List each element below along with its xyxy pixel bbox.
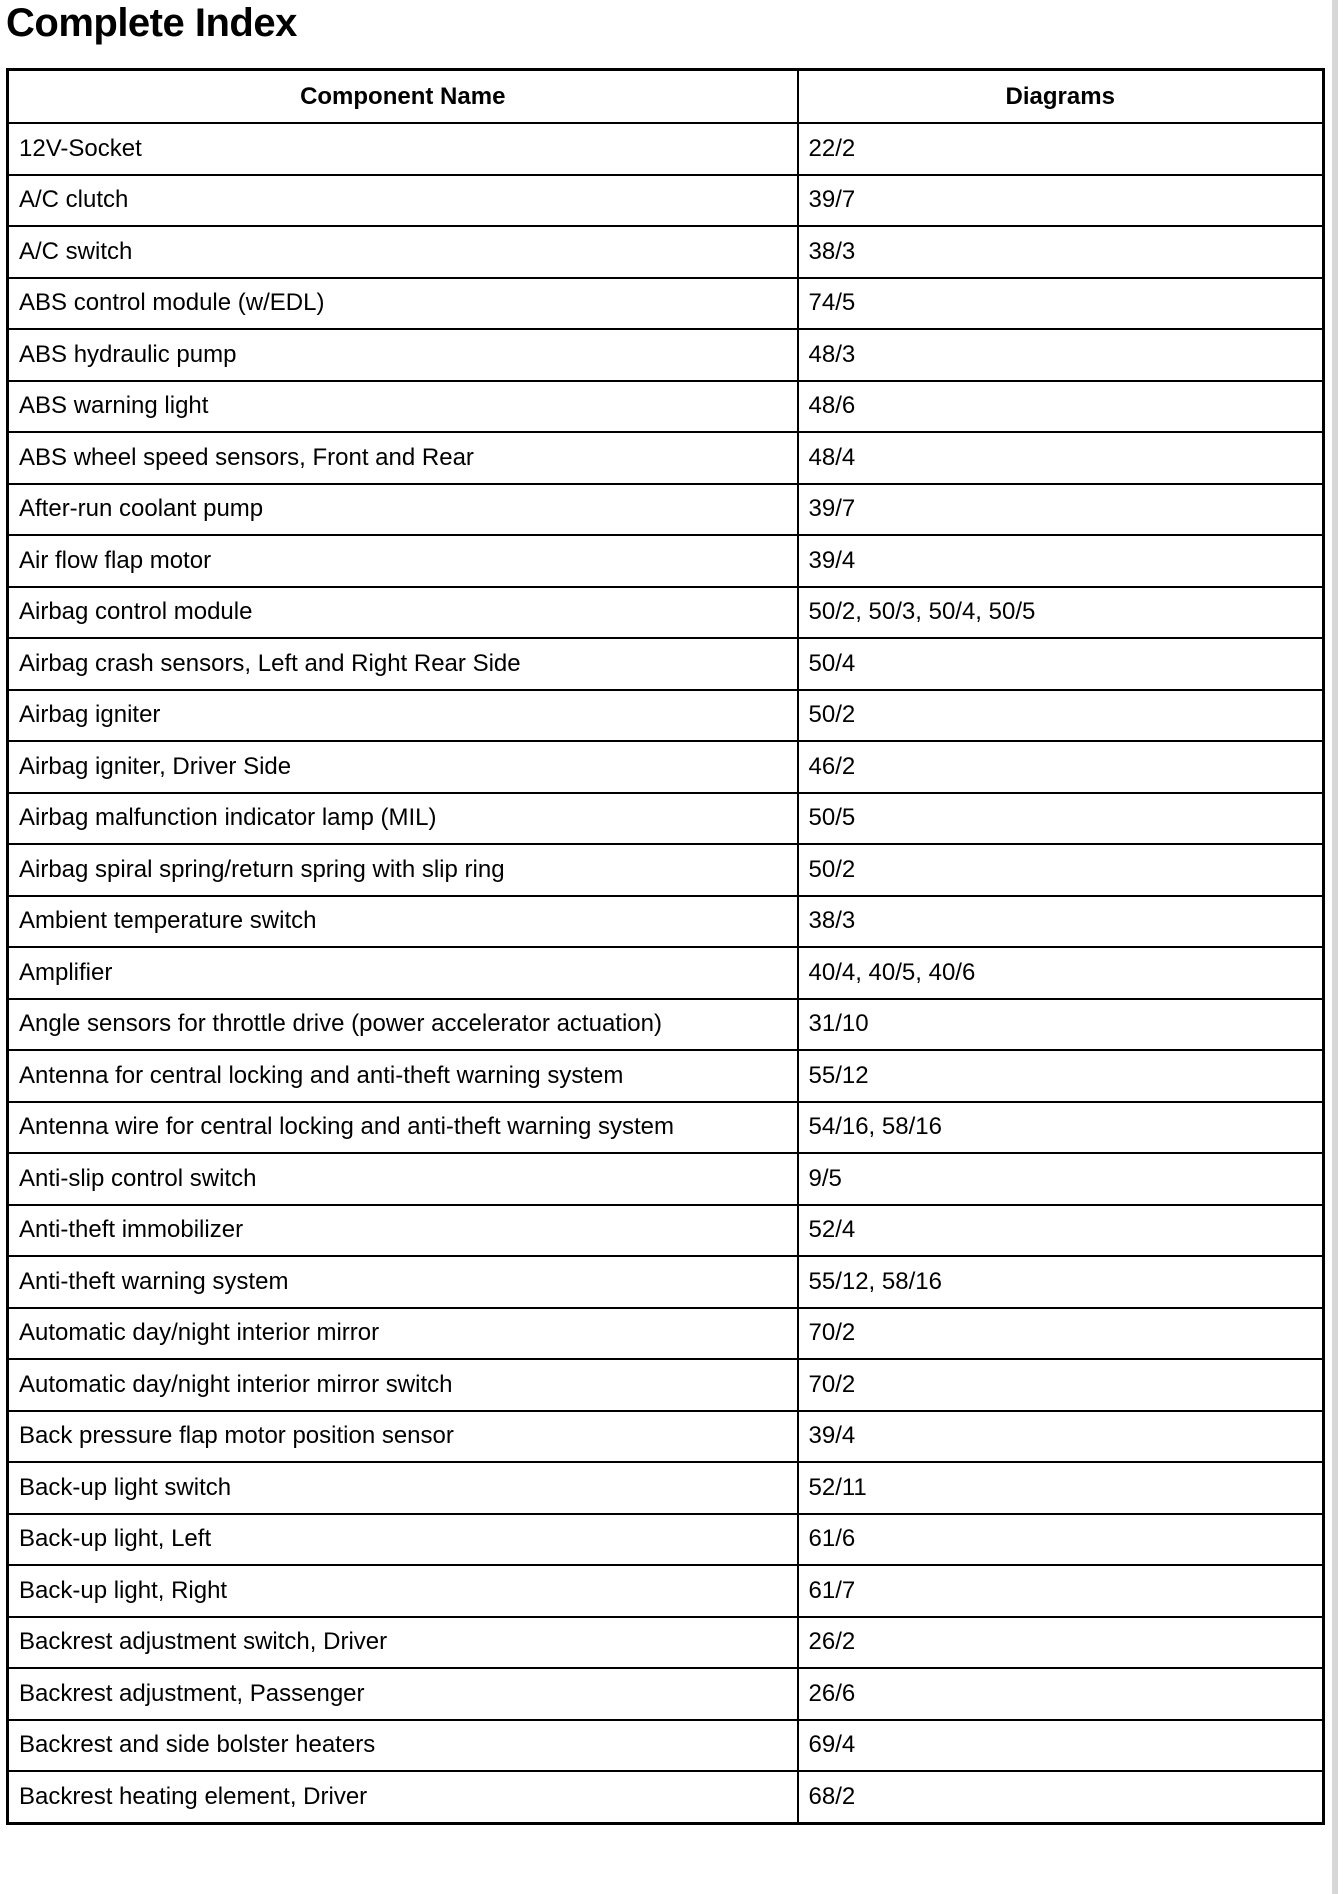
table-row xyxy=(8,226,1324,278)
table-row xyxy=(8,278,1324,330)
component-name-cell: Backrest adjustment switch, Driver xyxy=(8,1617,798,1669)
table-row xyxy=(8,329,1324,381)
component-name-cell: Airbag control module xyxy=(8,587,798,639)
column-header-component-name: Component Name xyxy=(8,70,798,124)
diagrams-cell: 22/2 xyxy=(798,123,1324,175)
component-name-cell: 12V-Socket xyxy=(8,123,798,175)
diagrams-cell: 39/7 xyxy=(798,175,1324,227)
diagrams-cell: 55/12, 58/16 xyxy=(798,1256,1324,1308)
table-row xyxy=(8,1462,1324,1514)
table-row xyxy=(8,638,1324,690)
column-header-diagrams: Diagrams xyxy=(798,70,1324,124)
table-row xyxy=(8,1153,1324,1205)
diagrams-cell: 50/4 xyxy=(798,638,1324,690)
table-body xyxy=(8,123,1324,1823)
component-name-cell: Back pressure flap motor position sensor xyxy=(8,1411,798,1463)
table-row xyxy=(8,587,1324,639)
table-row xyxy=(8,1668,1324,1720)
component-name-cell: A/C clutch xyxy=(8,175,798,227)
component-name-cell: Back-up light, Right xyxy=(8,1565,798,1617)
table-row xyxy=(8,1514,1324,1566)
table-row xyxy=(8,1617,1324,1669)
component-name-cell: A/C switch xyxy=(8,226,798,278)
page-edge-divider xyxy=(1332,0,1338,1894)
diagrams-cell: 74/5 xyxy=(798,278,1324,330)
table-row xyxy=(8,999,1324,1051)
diagrams-cell: 70/2 xyxy=(798,1359,1324,1411)
table-row xyxy=(8,1102,1324,1154)
component-name-cell: Back-up light, Left xyxy=(8,1514,798,1566)
component-name-cell: Angle sensors for throttle drive (power accelerator actuation) xyxy=(8,999,798,1051)
component-name-cell: Backrest heating element, Driver xyxy=(8,1771,798,1823)
component-name-cell: Airbag crash sensors, Left and Right Rear Side xyxy=(8,638,798,690)
page-title: Complete Index xyxy=(6,1,297,45)
index-table xyxy=(6,68,1325,1825)
table-header-row xyxy=(8,70,1324,124)
component-name-cell: Backrest adjustment, Passenger xyxy=(8,1668,798,1720)
table-row xyxy=(8,1050,1324,1102)
table-row xyxy=(8,535,1324,587)
component-name-cell: Ambient temperature switch xyxy=(8,896,798,948)
diagrams-cell: 52/11 xyxy=(798,1462,1324,1514)
table-row xyxy=(8,484,1324,536)
diagrams-cell: 50/2 xyxy=(798,690,1324,742)
diagrams-cell: 48/3 xyxy=(798,329,1324,381)
table-row xyxy=(8,1256,1324,1308)
diagrams-cell: 68/2 xyxy=(798,1771,1324,1823)
table-row xyxy=(8,432,1324,484)
table-row xyxy=(8,1720,1324,1772)
component-name-cell: Backrest and side bolster heaters xyxy=(8,1720,798,1772)
table-row xyxy=(8,123,1324,175)
component-name-cell: Air flow flap motor xyxy=(8,535,798,587)
diagrams-cell: 39/4 xyxy=(798,535,1324,587)
component-name-cell: Antenna wire for central locking and anti-theft warning system xyxy=(8,1102,798,1154)
component-name-cell: Anti-theft immobilizer xyxy=(8,1205,798,1257)
table-row xyxy=(8,1771,1324,1823)
diagrams-cell: 38/3 xyxy=(798,226,1324,278)
table-row xyxy=(8,741,1324,793)
component-name-cell: Automatic day/night interior mirror switch xyxy=(8,1359,798,1411)
diagrams-cell: 69/4 xyxy=(798,1720,1324,1772)
diagrams-cell: 39/7 xyxy=(798,484,1324,536)
diagrams-cell: 55/12 xyxy=(798,1050,1324,1102)
diagrams-cell: 26/2 xyxy=(798,1617,1324,1669)
table-row xyxy=(8,175,1324,227)
diagrams-cell: 39/4 xyxy=(798,1411,1324,1463)
diagrams-cell: 38/3 xyxy=(798,896,1324,948)
diagrams-cell: 48/4 xyxy=(798,432,1324,484)
component-name-cell: Airbag igniter xyxy=(8,690,798,742)
component-name-cell: Anti-slip control switch xyxy=(8,1153,798,1205)
component-name-cell: Back-up light switch xyxy=(8,1462,798,1514)
component-name-cell: ABS wheel speed sensors, Front and Rear xyxy=(8,432,798,484)
table-row xyxy=(8,381,1324,433)
component-name-cell: ABS hydraulic pump xyxy=(8,329,798,381)
table-row xyxy=(8,1359,1324,1411)
diagrams-cell: 52/4 xyxy=(798,1205,1324,1257)
diagrams-cell: 26/6 xyxy=(798,1668,1324,1720)
component-name-cell: Airbag igniter, Driver Side xyxy=(8,741,798,793)
table-row xyxy=(8,947,1324,999)
diagrams-cell: 70/2 xyxy=(798,1308,1324,1360)
table-row xyxy=(8,690,1324,742)
diagrams-cell: 54/16, 58/16 xyxy=(798,1102,1324,1154)
diagrams-cell: 50/5 xyxy=(798,793,1324,845)
diagrams-cell: 31/10 xyxy=(798,999,1324,1051)
component-name-cell: ABS warning light xyxy=(8,381,798,433)
diagrams-cell: 48/6 xyxy=(798,381,1324,433)
component-name-cell: Amplifier xyxy=(8,947,798,999)
diagrams-cell: 9/5 xyxy=(798,1153,1324,1205)
table-row xyxy=(8,1205,1324,1257)
component-name-cell: Anti-theft warning system xyxy=(8,1256,798,1308)
diagrams-cell: 61/6 xyxy=(798,1514,1324,1566)
component-name-cell: After-run coolant pump xyxy=(8,484,798,536)
diagrams-cell: 61/7 xyxy=(798,1565,1324,1617)
diagrams-cell: 50/2, 50/3, 50/4, 50/5 xyxy=(798,587,1324,639)
table-row xyxy=(8,1308,1324,1360)
diagrams-cell: 40/4, 40/5, 40/6 xyxy=(798,947,1324,999)
component-name-cell: Automatic day/night interior mirror xyxy=(8,1308,798,1360)
table-row xyxy=(8,1411,1324,1463)
table-row xyxy=(8,896,1324,948)
component-name-cell: Airbag malfunction indicator lamp (MIL) xyxy=(8,793,798,845)
component-name-cell: Antenna for central locking and anti-theft warning system xyxy=(8,1050,798,1102)
table-row xyxy=(8,793,1324,845)
diagrams-cell: 50/2 xyxy=(798,844,1324,896)
component-name-cell: Airbag spiral spring/return spring with slip ring xyxy=(8,844,798,896)
component-name-cell: ABS control module (w/EDL) xyxy=(8,278,798,330)
diagrams-cell: 46/2 xyxy=(798,741,1324,793)
table-row xyxy=(8,1565,1324,1617)
table-row xyxy=(8,844,1324,896)
